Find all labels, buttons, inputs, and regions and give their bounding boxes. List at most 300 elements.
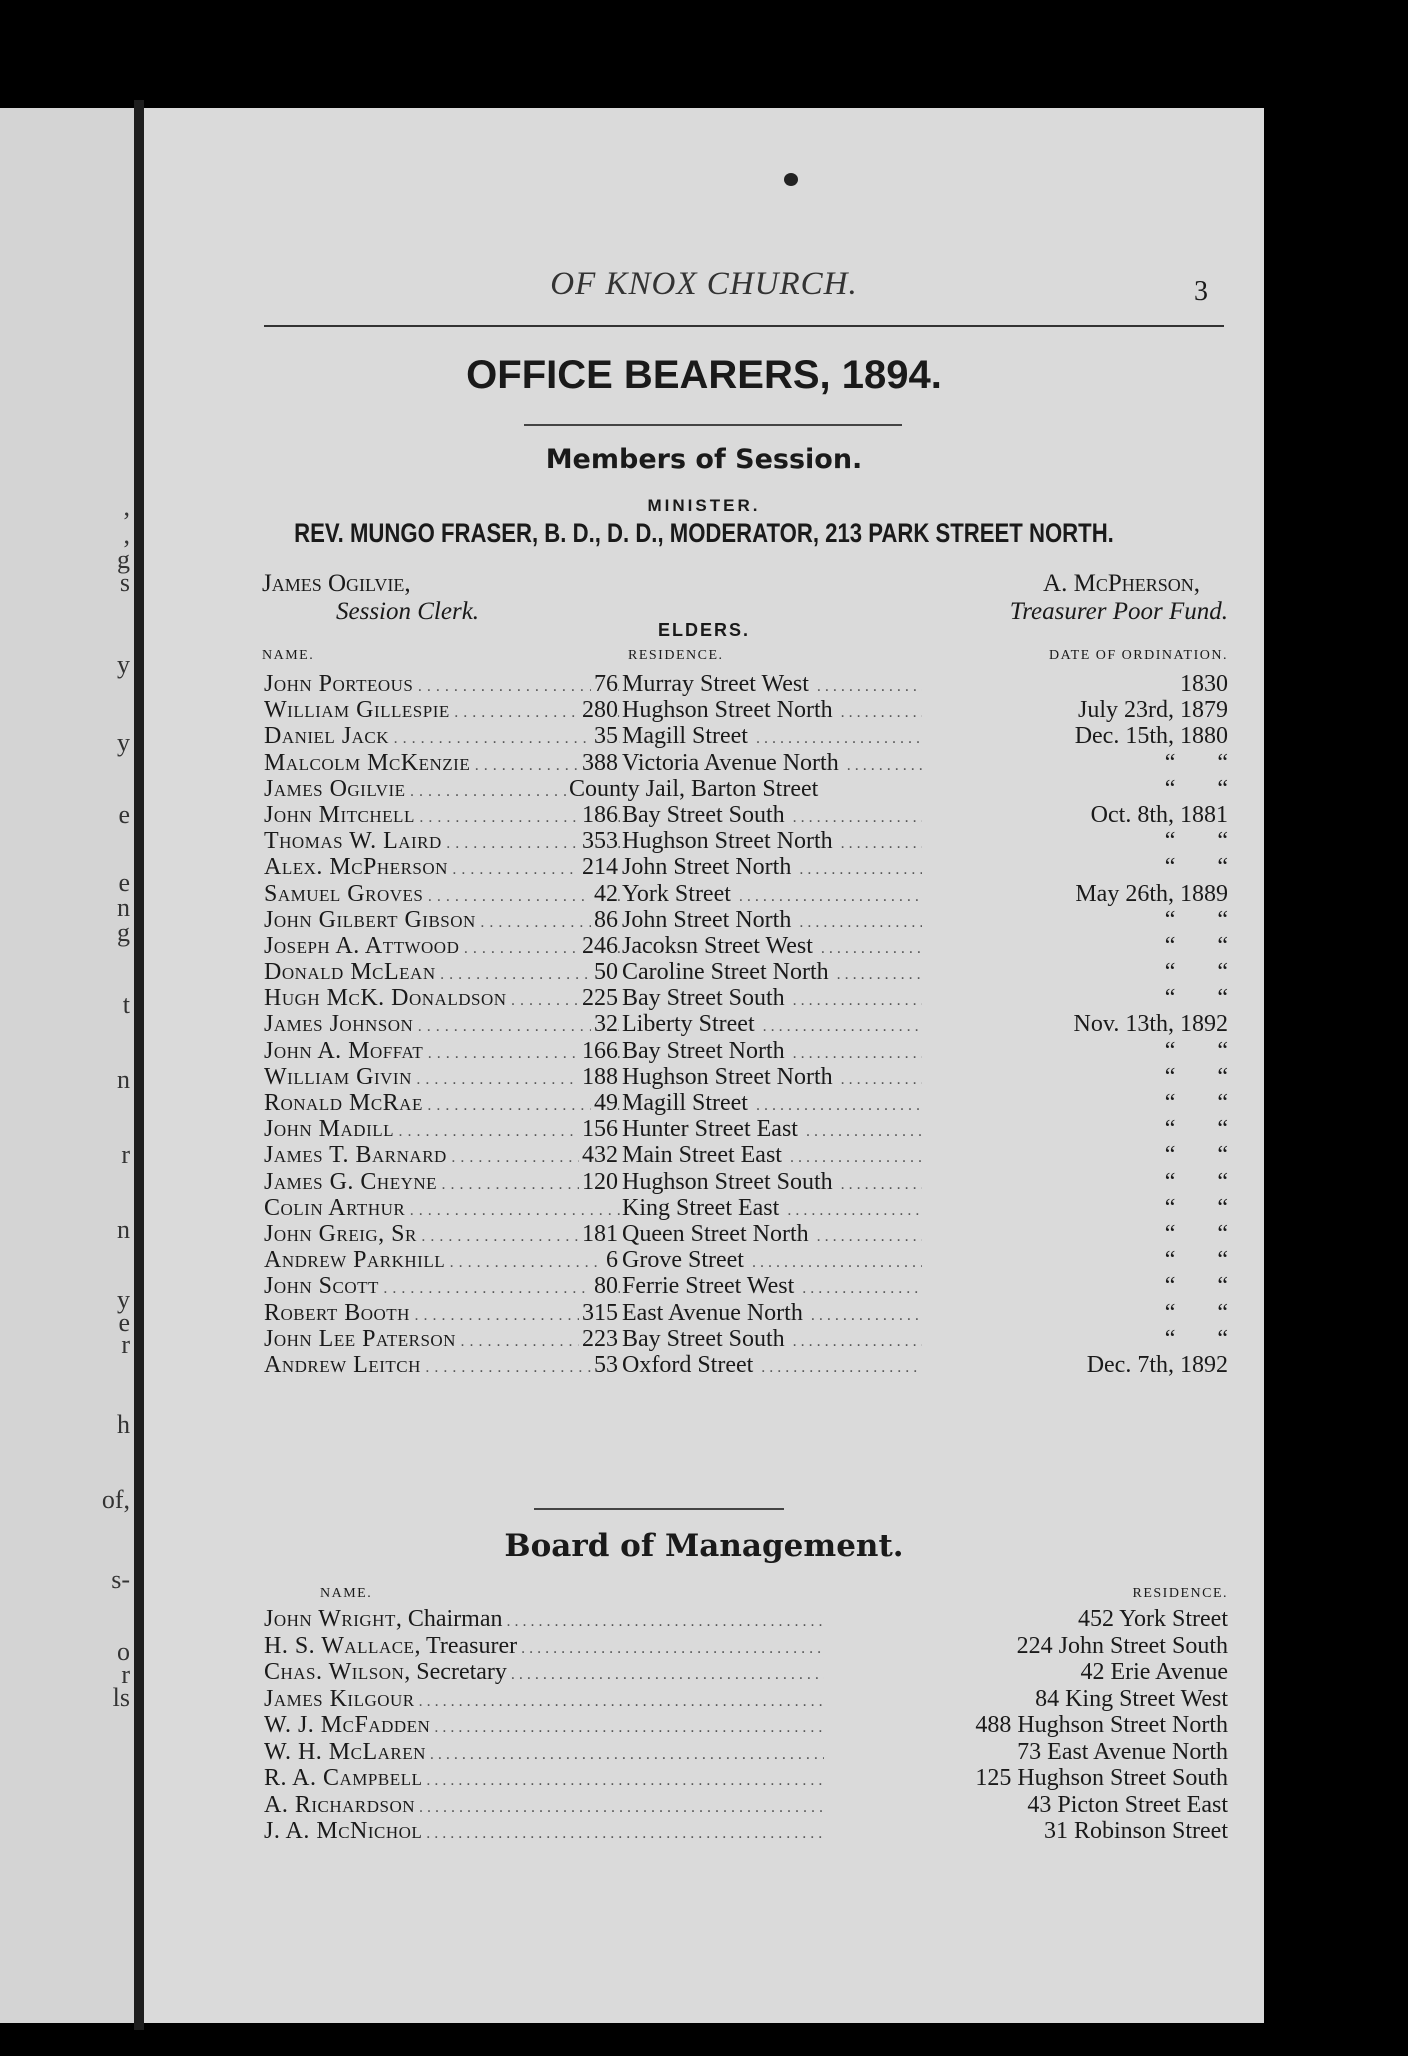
elder-row [264, 959, 1228, 985]
elder-residence-number: 156 [579, 1116, 618, 1143]
elder-row [264, 933, 1228, 959]
board-member-role: , Treasurer [414, 1632, 518, 1659]
elder-ordination-date-text: Dec. 15th, 1880 [1071, 723, 1228, 749]
elder-name [264, 933, 620, 960]
elder-ordination-date [928, 1142, 1228, 1169]
elder-row [264, 1169, 1228, 1195]
elder-row [264, 985, 1228, 1011]
elder-name [264, 1090, 620, 1117]
board-member-residence: 452 York Street [1074, 1606, 1228, 1633]
board-member-row [264, 1633, 1228, 1660]
elder-row [264, 828, 1228, 854]
left-page-fragment: g [117, 545, 130, 574]
board-member-residence: 84 King Street West [1031, 1686, 1228, 1713]
elder-ordination-date-text: “ “ [1161, 1221, 1228, 1247]
elder-street [622, 671, 922, 698]
elder-residence-number: 353 [579, 828, 618, 855]
elder-row [264, 776, 1228, 802]
elder-name-text: Daniel Jack [264, 723, 390, 750]
left-page-fragment: t [122, 990, 130, 1019]
elder-ordination-date-text: “ “ [1161, 776, 1228, 802]
elder-street [622, 1352, 922, 1379]
elder-row [264, 697, 1228, 723]
elder-street [622, 1090, 922, 1117]
elder-street-text: Main Street East [622, 1142, 786, 1168]
elder-street-text: Bay Street South [622, 802, 789, 828]
elder-ordination-date-text: Oct. 8th, 1881 [1087, 802, 1228, 828]
elder-street [622, 1064, 922, 1091]
treasurer [1010, 570, 1228, 626]
page-gutter [134, 100, 144, 2030]
elder-name [264, 1142, 620, 1169]
elder-residence-number: 166 [579, 1038, 618, 1065]
elder-row [264, 1221, 1228, 1247]
board-member-name [264, 1633, 824, 1660]
elder-name [264, 723, 620, 750]
elder-residence-number: 388 [579, 750, 618, 777]
board-member-name-text: John Wright [264, 1606, 396, 1632]
elder-ordination-date-text: “ “ [1161, 1326, 1228, 1352]
elder-ordination-date-text: “ “ [1161, 1038, 1228, 1064]
session-heading: Members of Session. [545, 444, 863, 475]
elder-ordination-date [928, 1352, 1228, 1379]
elder-name-text: Alex. McPherson [264, 854, 448, 881]
board-member-name [264, 1606, 824, 1633]
board-member-name-text: H. S. Wallace [264, 1632, 415, 1659]
elder-name-text: Thomas W. Laird [264, 828, 442, 855]
elder-street-text: Oxford Street [622, 1352, 757, 1378]
board-member-name-text: J. A. McNichol [264, 1818, 423, 1844]
left-page-fragment: n [117, 1065, 130, 1094]
session-clerk-role: Session Clerk. [336, 598, 480, 625]
elder-name-text: Ronald McRae [264, 1090, 423, 1116]
elder-residence-number: 432 [579, 1142, 618, 1169]
elder-ordination-date [928, 1090, 1228, 1117]
document-page [144, 108, 1264, 2023]
elder-street [622, 697, 922, 724]
board-member-residence: 43 Picton Street East [1023, 1792, 1228, 1819]
elder-name [264, 854, 620, 881]
elder-name-text: James Johnson [264, 1011, 414, 1038]
left-page-fragment: e [118, 1308, 130, 1337]
elder-ordination-date-text: May 26th, 1889 [1071, 881, 1228, 907]
left-page-fragment: n [117, 893, 130, 922]
board-member-role: , Secretary [404, 1659, 507, 1685]
treasurer-role: Treasurer Poor Fund. [1009, 598, 1228, 625]
elder-residence-number: 53 [591, 1352, 618, 1379]
elder-row [264, 1116, 1228, 1142]
running-head: OF KNOX CHURCH. [550, 266, 858, 302]
elder-ordination-date [928, 1247, 1228, 1274]
elder-street [622, 1273, 922, 1300]
elder-ordination-date [928, 1221, 1228, 1248]
board-member-residence: 488 Hughson Street North [971, 1712, 1228, 1739]
treasurer-name: A. McPherson, [1043, 570, 1200, 597]
elder-ordination-date-text: “ “ [1161, 1195, 1228, 1221]
elder-street [622, 1247, 922, 1274]
board-header-name: NAME. [320, 1586, 373, 1601]
left-page-fragment: r [121, 1140, 130, 1169]
elder-street-text: Magill Street [622, 723, 752, 749]
elder-ordination-date [928, 1300, 1228, 1327]
elder-row [264, 1011, 1228, 1037]
elder-name [264, 881, 620, 908]
left-page-fragment: r [121, 1660, 130, 1689]
left-page-fragment: h [117, 1410, 130, 1439]
elder-row [264, 1352, 1228, 1378]
elder-ordination-date-text: “ “ [1161, 1090, 1228, 1116]
board-member-name-text: R. A. Campbell [264, 1765, 423, 1791]
elder-name [264, 697, 620, 724]
elder-ordination-date-text: “ “ [1161, 1169, 1228, 1195]
elder-name-text: James Ogilvie [264, 775, 406, 802]
elder-street-text: Hughson Street North [622, 697, 837, 723]
elder-name [264, 1352, 620, 1379]
board-member-row [264, 1818, 1228, 1845]
elder-name-text: Robert Booth [264, 1299, 410, 1326]
board-member-row [264, 1792, 1228, 1819]
elder-ordination-date-text: July 23rd, 1879 [1074, 697, 1228, 723]
title-divider [524, 424, 902, 426]
elder-name-text: Colin Arthur [264, 1194, 406, 1221]
elder-name [264, 907, 620, 934]
board-member-name-text: James Kilgour [264, 1685, 415, 1712]
elder-street-text: Grove Street [622, 1247, 748, 1273]
elder-row [264, 1300, 1228, 1326]
elder-street [622, 1011, 922, 1038]
elder-street-text: John Street North [622, 854, 795, 880]
elder-residence-number: 225 [579, 985, 618, 1012]
elder-residence-number: 246 [579, 933, 618, 960]
section-divider [534, 1508, 784, 1510]
elder-ordination-date [928, 723, 1228, 750]
elder-name-text: John Porteous [264, 671, 414, 697]
elder-name [264, 959, 620, 986]
board-member-name-text: W. H. McLaren [264, 1738, 426, 1765]
left-page-fragment: , [123, 492, 130, 521]
elder-name-text: Malcolm McKenzie [264, 749, 471, 776]
left-page-fragment: e [118, 800, 130, 829]
board-member-row [264, 1659, 1228, 1686]
elder-ordination-date-text: “ “ [1161, 1116, 1228, 1142]
board-member-name [264, 1818, 824, 1845]
elder-ordination-date [928, 1195, 1228, 1222]
elder-residence-number: 120 [579, 1169, 618, 1196]
board-member-residence: 125 Hughson Street South [971, 1765, 1228, 1792]
elder-street-text: Murray Street West [622, 671, 813, 697]
elder-name [264, 1221, 620, 1248]
elder-street [622, 828, 922, 855]
elder-street [622, 907, 922, 934]
elder-residence-number: 280 [579, 697, 618, 724]
session-clerk-name: James Ogilvie, [262, 570, 411, 597]
elder-name-text: John A. Moffat [264, 1037, 424, 1064]
elder-name-text: John Madill [264, 1116, 394, 1143]
elder-name-text: William Givin [264, 1063, 412, 1090]
elder-name-text: John Mitchell [264, 801, 415, 828]
elder-row [264, 1038, 1228, 1064]
elder-row [264, 723, 1228, 749]
elder-row [264, 881, 1228, 907]
elder-name [264, 1326, 620, 1353]
elder-street [622, 1116, 922, 1143]
elder-name-text: Donald McLean [264, 959, 436, 986]
elder-ordination-date [928, 985, 1228, 1012]
elder-name-text: John Scott [264, 1273, 379, 1300]
elder-ordination-date-text: “ “ [1161, 1300, 1228, 1326]
elder-residence-number: 86 [591, 907, 618, 934]
elder-street-text: King Street East [622, 1195, 783, 1221]
elder-residence-number: 50 [591, 959, 618, 986]
board-member-row [264, 1739, 1228, 1766]
elder-ordination-date [928, 1116, 1228, 1143]
elder-ordination-date [928, 1064, 1228, 1091]
elders-header-date: DATE OF ORDINATION. [1049, 648, 1228, 663]
elder-ordination-date-text: “ “ [1161, 1273, 1228, 1299]
elder-name [264, 671, 620, 698]
elder-street-text: Hughson Street North [622, 828, 837, 854]
board-member-name-text: A. Richardson [264, 1791, 416, 1818]
elder-street-text: Bay Street North [622, 1038, 789, 1064]
left-page-fragment: ls [112, 1683, 130, 1712]
elder-ordination-date-text: Dec. 7th, 1892 [1083, 1352, 1228, 1378]
elder-name [264, 1116, 620, 1143]
elder-name [264, 985, 620, 1012]
elder-ordination-date-text: Nov. 13th, 1892 [1070, 1011, 1228, 1037]
elder-name [264, 1273, 620, 1300]
board-member-residence: 42 Erie Avenue [1076, 1659, 1228, 1686]
left-page-fragment: of, [101, 1485, 130, 1514]
board-member-row [264, 1765, 1228, 1792]
elder-street-text: Queen Street North [622, 1221, 813, 1247]
elder-name-text: John Gilbert Gibson [264, 906, 476, 933]
header-rule [264, 325, 1224, 327]
elder-street-text: York Street [622, 881, 735, 907]
left-page-fragment: o [117, 1637, 130, 1666]
elder-residence-number: County Jail, Barton Street [566, 776, 969, 803]
elder-street-text: Hunter Street East [622, 1116, 802, 1142]
elder-row [264, 750, 1228, 776]
left-page-fragment: s [119, 568, 130, 597]
elder-name [264, 1011, 620, 1038]
elder-ordination-date [928, 1169, 1228, 1196]
elder-name-text: Andrew Leitch [264, 1351, 421, 1378]
elder-street [622, 1326, 922, 1353]
elder-name [264, 1169, 620, 1196]
elder-ordination-date-text: “ “ [1161, 828, 1228, 854]
elder-ordination-date-text: “ “ [1161, 750, 1228, 776]
elder-name-text: William Gillespie [264, 697, 450, 724]
page-number: 3 [1194, 276, 1208, 307]
elder-street-text: Bay Street South [622, 985, 789, 1011]
elder-name [264, 1038, 620, 1065]
elder-street [622, 933, 922, 960]
board-member-role: , Chairman [395, 1606, 503, 1632]
left-page-fragment: g [117, 918, 130, 947]
elder-ordination-date-text: “ “ [1161, 854, 1228, 880]
left-page-fragment: , [123, 520, 130, 549]
elder-residence-number: 6 [603, 1247, 618, 1274]
elder-street-text: John Street North [622, 907, 795, 933]
ink-blot [784, 173, 798, 186]
board-member-row [264, 1712, 1228, 1739]
elder-row [264, 1090, 1228, 1116]
board-member-row [264, 1686, 1228, 1713]
elder-street-text: Magill Street [622, 1090, 752, 1116]
elder-ordination-date-text: “ “ [1161, 1247, 1228, 1273]
board-member-row [264, 1606, 1228, 1633]
elders-header-name: NAME. [262, 648, 315, 663]
elder-street [622, 1221, 922, 1248]
minister-label: MINISTER. [647, 496, 761, 515]
elder-name-text: John Greig, Sr [264, 1220, 417, 1247]
left-page-fragment: y [117, 1285, 130, 1314]
elder-street-text: Liberty Street [622, 1011, 759, 1037]
elder-name-text: James G. Cheyne [264, 1168, 438, 1195]
elder-ordination-date-text: “ “ [1161, 985, 1228, 1011]
elder-residence-number: 35 [591, 723, 618, 750]
elder-name-text: John Lee Paterson [264, 1325, 456, 1352]
elder-row [264, 1247, 1228, 1273]
elder-residence-number: 42 [591, 881, 618, 908]
board-member-name [264, 1712, 824, 1739]
elder-name [264, 1195, 620, 1222]
minister-entry: REV. MUNGO FRASER, B. D., D. D., MODERATOR, 213 PARK STREET NORTH. [294, 518, 1114, 548]
elder-name-text: Andrew Parkhill [264, 1247, 446, 1274]
session-clerk [262, 570, 479, 626]
elder-ordination-date [928, 1273, 1228, 1300]
elders-label: ELDERS. [657, 620, 750, 640]
elder-ordination-date-text: “ “ [1161, 933, 1228, 959]
board-member-residence: 31 Robinson Street [1040, 1818, 1228, 1845]
elder-residence-number: 49 [591, 1090, 618, 1117]
board-member-name [264, 1765, 824, 1792]
elder-ordination-date [928, 933, 1228, 960]
elder-ordination-date [928, 776, 1228, 803]
elder-name [264, 750, 620, 777]
elder-row [264, 1326, 1228, 1352]
board-member-name-text: Chas. Wilson [264, 1659, 405, 1685]
elder-name-text: James T. Barnard [264, 1142, 447, 1169]
board-header-residence: RESIDENCE. [1132, 1586, 1228, 1601]
elder-ordination-date [928, 828, 1228, 855]
elder-row [264, 1273, 1228, 1299]
elder-residence-number: 76 [591, 671, 618, 698]
elder-street-text: Bay Street South [622, 1326, 789, 1352]
elders-header-residence: RESIDENCE. [628, 648, 724, 663]
elder-ordination-date [928, 750, 1228, 777]
elder-ordination-date [928, 1011, 1228, 1038]
elder-name [264, 828, 620, 855]
elder-name [264, 1064, 620, 1091]
elder-ordination-date [928, 1326, 1228, 1353]
elder-name [264, 802, 620, 829]
board-member-name-text: W. J. McFadden [264, 1712, 431, 1738]
elder-residence-number: 188 [579, 1064, 618, 1091]
elder-name [264, 1247, 620, 1274]
elder-residence-number: 223 [579, 1326, 618, 1353]
board-list [264, 1606, 1228, 1845]
elder-ordination-date [928, 907, 1228, 934]
elder-street [622, 854, 922, 881]
elder-ordination-date [928, 854, 1228, 881]
elder-name-text: Hugh McK. Donaldson [264, 985, 507, 1012]
left-page-fragment: n [117, 1215, 130, 1244]
elder-street [622, 985, 922, 1012]
elder-row [264, 1142, 1228, 1168]
elder-name-text: Joseph A. Attwood [264, 932, 460, 959]
left-page-fragment: y [117, 650, 130, 679]
elder-street [622, 1169, 922, 1196]
elder-street [622, 1195, 922, 1222]
elder-ordination-date-text: “ “ [1161, 1142, 1228, 1168]
elder-name-text: Samuel Groves [264, 880, 424, 907]
board-member-residence: 224 John Street South [1013, 1633, 1228, 1660]
elders-list [264, 671, 1228, 1378]
elder-ordination-date [928, 1038, 1228, 1065]
elder-ordination-date [928, 802, 1228, 829]
elder-residence-number: 80 [591, 1273, 618, 1300]
board-member-name [264, 1686, 824, 1713]
left-page-fragment: e [118, 868, 130, 897]
board-member-residence: 73 East Avenue North [1013, 1739, 1228, 1766]
elder-ordination-date [928, 881, 1228, 908]
elder-ordination-date-text: “ “ [1161, 1064, 1228, 1090]
elder-residence-number: 214 [579, 854, 618, 881]
elder-residence-number: 315 [579, 1300, 618, 1327]
elder-street-text: Caroline Street North [622, 959, 833, 985]
elder-street [622, 1142, 922, 1169]
elder-row [264, 671, 1228, 697]
elder-street [622, 802, 922, 829]
elder-street [622, 750, 922, 777]
left-page-fragment: r [121, 1330, 130, 1359]
elder-ordination-date-text: “ “ [1161, 959, 1228, 985]
elder-ordination-date-text: 1830 [1176, 671, 1228, 697]
page-title: OFFICE BEARERS, 1894. [466, 353, 942, 397]
elder-residence-number: 186 [579, 802, 618, 829]
elder-row [264, 1064, 1228, 1090]
elder-row [264, 802, 1228, 828]
elder-street-text: Hughson Street North [622, 1064, 837, 1090]
elder-street-text: Victoria Avenue North [622, 750, 843, 776]
elder-row [264, 907, 1228, 933]
elder-row [264, 1195, 1228, 1221]
elder-street [622, 881, 922, 908]
left-page-fragment: s- [111, 1565, 130, 1594]
board-member-name [264, 1739, 824, 1766]
elder-street [622, 1038, 922, 1065]
elder-residence-number: 181 [579, 1221, 618, 1248]
elder-name [264, 1300, 620, 1327]
board-member-name [264, 1659, 824, 1686]
elder-street-text: Ferrie Street West [622, 1273, 798, 1299]
elder-street-text: East Avenue North [622, 1300, 807, 1326]
left-page-fragment: y [117, 728, 130, 757]
elder-ordination-date [928, 671, 1228, 698]
elder-street [622, 723, 922, 750]
elder-ordination-date [928, 697, 1228, 724]
elder-ordination-date [928, 959, 1228, 986]
elder-street-text: Hughson Street South [622, 1169, 837, 1195]
elder-residence-number: 32 [591, 1011, 618, 1038]
elder-row [264, 854, 1228, 880]
board-heading: Board of Management. [504, 1528, 904, 1564]
elder-street-text: Jacoksn Street West [622, 933, 817, 959]
board-member-name [264, 1792, 824, 1819]
elder-ordination-date-text: “ “ [1161, 907, 1228, 933]
elder-street [622, 959, 922, 986]
